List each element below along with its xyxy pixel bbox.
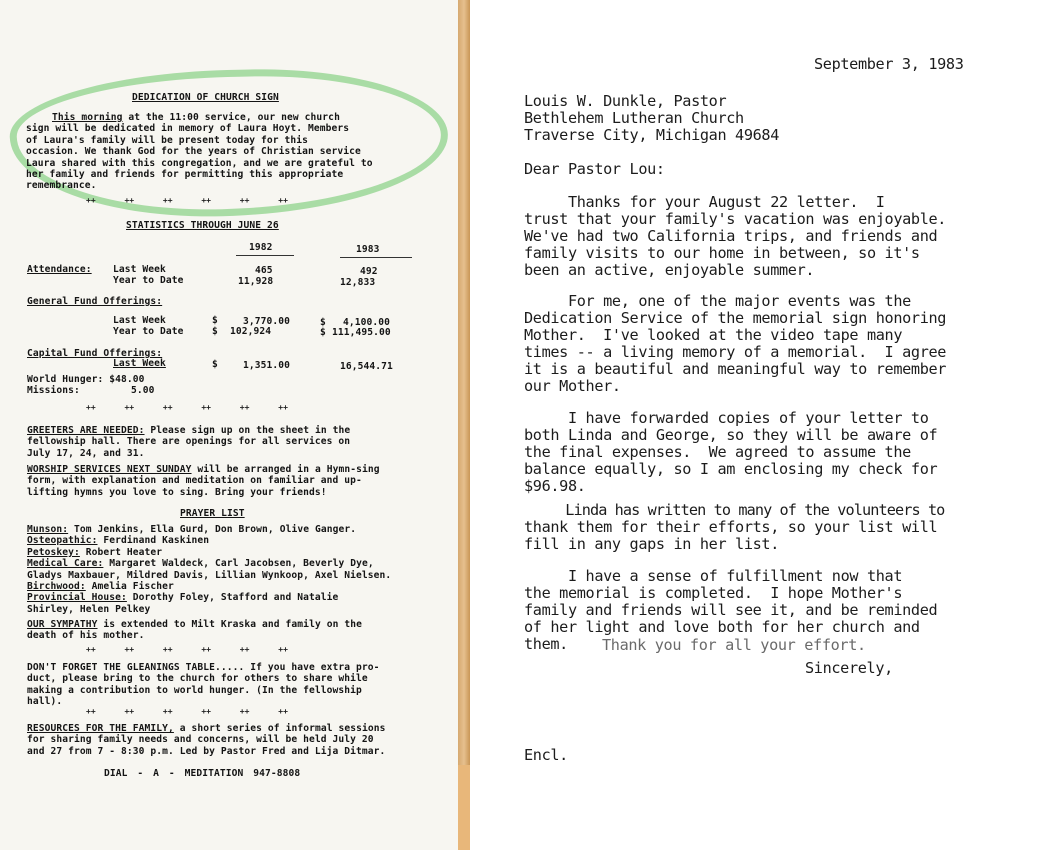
letter-line: We've had two California trips, and friends and [524,227,938,245]
general-fund-label: General Fund Offerings: [27,296,163,307]
letter-line: family and friends will see it, and be reminded [524,601,938,619]
year-1982: 1982 [249,242,273,253]
letter-line: both Linda and George, so they will be aware of [524,426,938,444]
closing: Sincerely, [805,659,893,677]
gen-lw-1982: 3,770.00 [243,316,291,327]
prayer-names: Margaret Waldeck, Carl Jacobsen, Beverly Dye, [109,558,374,570]
prayer-location: Petoskey: [27,546,80,558]
sympathy-line: is extended to Milt Kraska and family on the [103,619,362,630]
year-underline [340,257,412,258]
letter-line: family visits to our home in between, so it's [524,244,920,262]
resources-heading: RESOURCES FOR THE FAMILY, [27,723,174,734]
separator: ++ ++ ++ ++ ++ ++ [86,196,288,205]
dedication-line: of Laura's family will be present today for this [26,134,309,146]
dedication-line: Laura shared with this congregation, and we are grateful to [26,157,373,169]
letter-line: Mother. I've looked at the video tape many [524,326,903,344]
greeters-heading: GREETERS ARE NEEDED: [27,425,145,436]
cap-lw-1983: 16,544.71 [340,361,393,372]
separator: ++ ++ ++ ++ ++ ++ [86,707,288,716]
dedication-line: occasion. We thank God for the years of Christian service [26,146,361,158]
letter-line: the memorial is completed. I hope Mother's [524,584,903,602]
letter-line: Dedication Service of the memorial sign honoring [524,309,947,327]
dedication-line: at the 11:00 service, our new church [128,112,340,123]
att-ytd-1982: 11,928 [238,276,274,287]
gleanings-line: duct, please bring to the church for others to share while [27,673,368,685]
att-lw-1982: 465 [255,265,273,276]
church-bulletin [0,0,459,850]
address-line: Bethlehem Lutheran Church [524,109,744,127]
letter-line: of her light and love both for her church and [524,618,920,636]
ytd-label: Year to Date [113,275,184,286]
dollar-sign: $ [212,359,218,370]
prayer-names: Ferdinand Kaskinen [103,535,210,547]
dollar-sign: $ [212,315,218,326]
prayer-names: Tom Jenkins, Ella Gurd, Don Brown, Olive Ganger. [74,524,357,535]
gleanings-line: hall). [27,696,63,708]
gleanings-section [27,662,447,708]
address-line: Traverse City, Michigan 49684 [524,126,780,144]
dedication-line: remembrance. [26,180,97,192]
resources-line: and 27 from 7 - 8:30 p.m. Led by Pastor Fred and Lija Ditmar. [27,745,386,757]
letter-line: I have forwarded copies of your letter to [524,409,929,427]
worship-section [27,464,447,498]
prayer-list [27,524,447,615]
thank-you-line: Thank you for all your effort. [602,636,866,654]
letter-line: thank them for their efforts, so your list will [524,518,938,536]
letter-line: For me, one of the major events was the [524,292,911,310]
prayer-location: Provincial House: [27,592,127,604]
prayer-names: Amelia Fischer [91,581,174,593]
dedication-lead: This morning [52,112,123,123]
last-week-label: Last Week [113,358,166,369]
ytd-label: Year to Date [113,326,184,337]
sympathy-line: death of his mother. [27,630,145,642]
greeters-section [27,425,447,459]
year-underline [236,255,294,256]
letter-line: them. [524,635,568,653]
letter-line: I have a sense of fulfillment now that [524,567,903,585]
letter-line: been an active, enjoyable summer. [524,261,815,279]
prayer-names: Shirley, Helen Pelkey [27,603,151,615]
last-week-label: Last Week [113,264,166,275]
att-lw-1983: 492 [360,266,378,277]
separator: ++ ++ ++ ++ ++ ++ [86,403,288,412]
resources-line: for sharing family needs and concerns, will be held July 20 [27,734,374,746]
letter-line: the final expenses. We agreed to assume the [524,443,911,461]
letter-line: Thanks for your August 22 letter. I [524,193,885,211]
dedication-paragraph [26,112,426,192]
paper-fold-edge [458,765,470,850]
prayer-names: Dorothy Foley, Stafford and Natalie [132,592,339,604]
sympathy-section [27,619,447,642]
prayer-location: Medical Care: [27,558,104,570]
att-ytd-1983: 12,833 [340,277,376,288]
worship-line: lifting hymns you love to sing. Bring your friends! [27,486,327,498]
missions-label: Missions: [27,385,80,396]
gen-ytd-1983: 111,495.00 [332,327,391,338]
address-line: Louis W. Dunkle, Pastor [524,92,727,110]
letter-line: Linda has written to many of the volunteers to [524,501,945,519]
dollar-sign: $ [212,326,218,337]
dedication-heading: DEDICATION OF CHURCH SIGN [132,92,279,103]
dedication-line: her family and friends for permitting this appropriate [26,169,344,181]
prayer-names: Robert Heater [85,546,163,558]
dollar-sign: $ [320,317,326,328]
resources-section [27,723,452,757]
letter-line: our Mother. [524,377,621,395]
gleanings-line: making a contribution to world hunger. (In the fellowship [27,684,362,696]
enclosure: Encl. [524,746,568,764]
worship-heading: WORSHIP SERVICES NEXT SUNDAY [27,464,192,475]
gleanings-line: DON'T FORGET THE GLEANINGS TABLE..... If you have extra pro- [27,662,380,673]
separator: ++ ++ ++ ++ ++ ++ [86,645,288,654]
paper-fold [458,0,470,850]
dollar-sign: $ [320,327,326,338]
world-hunger: World Hunger: $48.00 [27,374,145,385]
letter-line: trust that your family's vacation was enjoyable. [524,210,947,228]
gen-ytd-1982: 102,924 [230,326,272,337]
dedication-line: sign will be dedicated in memory of Laura Hoyt. Members [26,123,350,135]
statistics-heading: STATISTICS THROUGH JUNE 26 [126,220,279,231]
dial-a-meditation: DIAL - A - MEDITATION 947-8808 [104,768,301,779]
year-1983: 1983 [356,244,380,255]
prayer-location: Birchwood: [27,581,86,593]
resources-line: a short series of informal sessions [179,723,386,734]
letter-line: it is a beautiful and meaningful way to remember [524,360,947,378]
typed-letter [470,0,1046,850]
letter-date: September 3, 1983 [814,55,964,73]
letter-line: fill in any gaps in her list. [524,535,780,553]
letter-line: $96.98. [524,477,586,495]
prayer-location: Munson: [27,524,69,535]
letter-line: balance equally, so I am enclosing my check for [524,460,938,478]
salutation: Dear Pastor Lou: [524,160,665,178]
prayer-names: Gladys Maxbauer, Mildred Davis, Lillian Wynkoop, Axel Nielsen. [27,569,392,581]
worship-line: form, with explanation and meditation on familiar and up- [27,475,362,487]
attendance-label: Attendance: [27,264,92,275]
letter-line: times -- a living memory of a memorial. I agree [524,343,947,361]
sympathy-heading: OUR SYMPATHY [27,619,98,630]
prayer-location: Osteopathic: [27,535,98,547]
prayer-heading: PRAYER LIST [180,508,245,519]
greeters-line: fellowship hall. There are openings for all services on [27,436,351,448]
gen-lw-1983: 4,100.00 [343,317,391,328]
greeters-line: Please sign up on the sheet in the [150,425,351,436]
capital-fund-label: Capital Fund Offerings: [27,348,163,359]
last-week-label: Last Week [113,315,166,326]
cap-lw-1982: 1,351.00 [243,360,291,371]
greeters-line: July 17, 24, and 31. [27,447,145,459]
worship-line: will be arranged in a Hymn-sing [197,464,380,475]
missions-value: 5.00 [131,385,155,396]
